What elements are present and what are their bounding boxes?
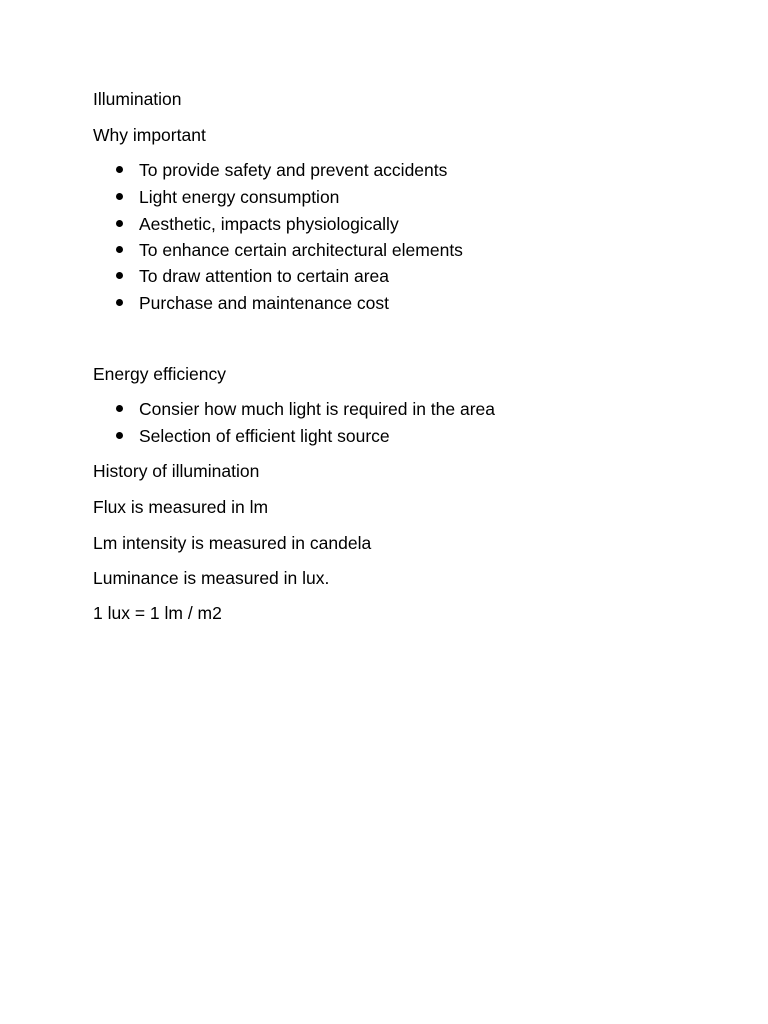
list-item-text: To provide safety and prevent accidents bbox=[139, 160, 448, 180]
bullet-icon bbox=[116, 246, 123, 253]
list-item-text: Consier how much light is required in the area bbox=[139, 399, 496, 419]
note-line: 1 lux = 1 lm / m2 bbox=[93, 603, 222, 623]
list-item-text: To draw attention to certain area bbox=[139, 266, 390, 286]
bullet-icon bbox=[116, 272, 123, 279]
section-label-why-important: Why important bbox=[93, 125, 206, 145]
bullet-icon bbox=[116, 166, 123, 173]
list-item-text: Purchase and maintenance cost bbox=[139, 293, 390, 313]
bullet-icon bbox=[116, 193, 123, 200]
note-line: History of illumination bbox=[93, 461, 260, 481]
bullet-icon bbox=[116, 405, 123, 412]
section-label-energy-efficiency: Energy efficiency bbox=[93, 364, 226, 384]
note-line: Luminance is measured in lux. bbox=[93, 568, 330, 588]
document-heading: Illumination bbox=[93, 89, 182, 109]
note-line: Flux is measured in lm bbox=[93, 497, 269, 517]
bullet-icon bbox=[116, 432, 123, 439]
list-item-text: Selection of efficient light source bbox=[139, 426, 390, 446]
bullet-icon bbox=[116, 220, 123, 227]
list-item-text: To enhance certain architectural elements bbox=[139, 240, 463, 260]
bullet-icon bbox=[116, 299, 123, 306]
note-line: Lm intensity is measured in candela bbox=[93, 533, 372, 553]
list-item-text: Aesthetic, impacts physiologically bbox=[139, 214, 399, 234]
list-item-text: Light energy consumption bbox=[139, 187, 340, 207]
